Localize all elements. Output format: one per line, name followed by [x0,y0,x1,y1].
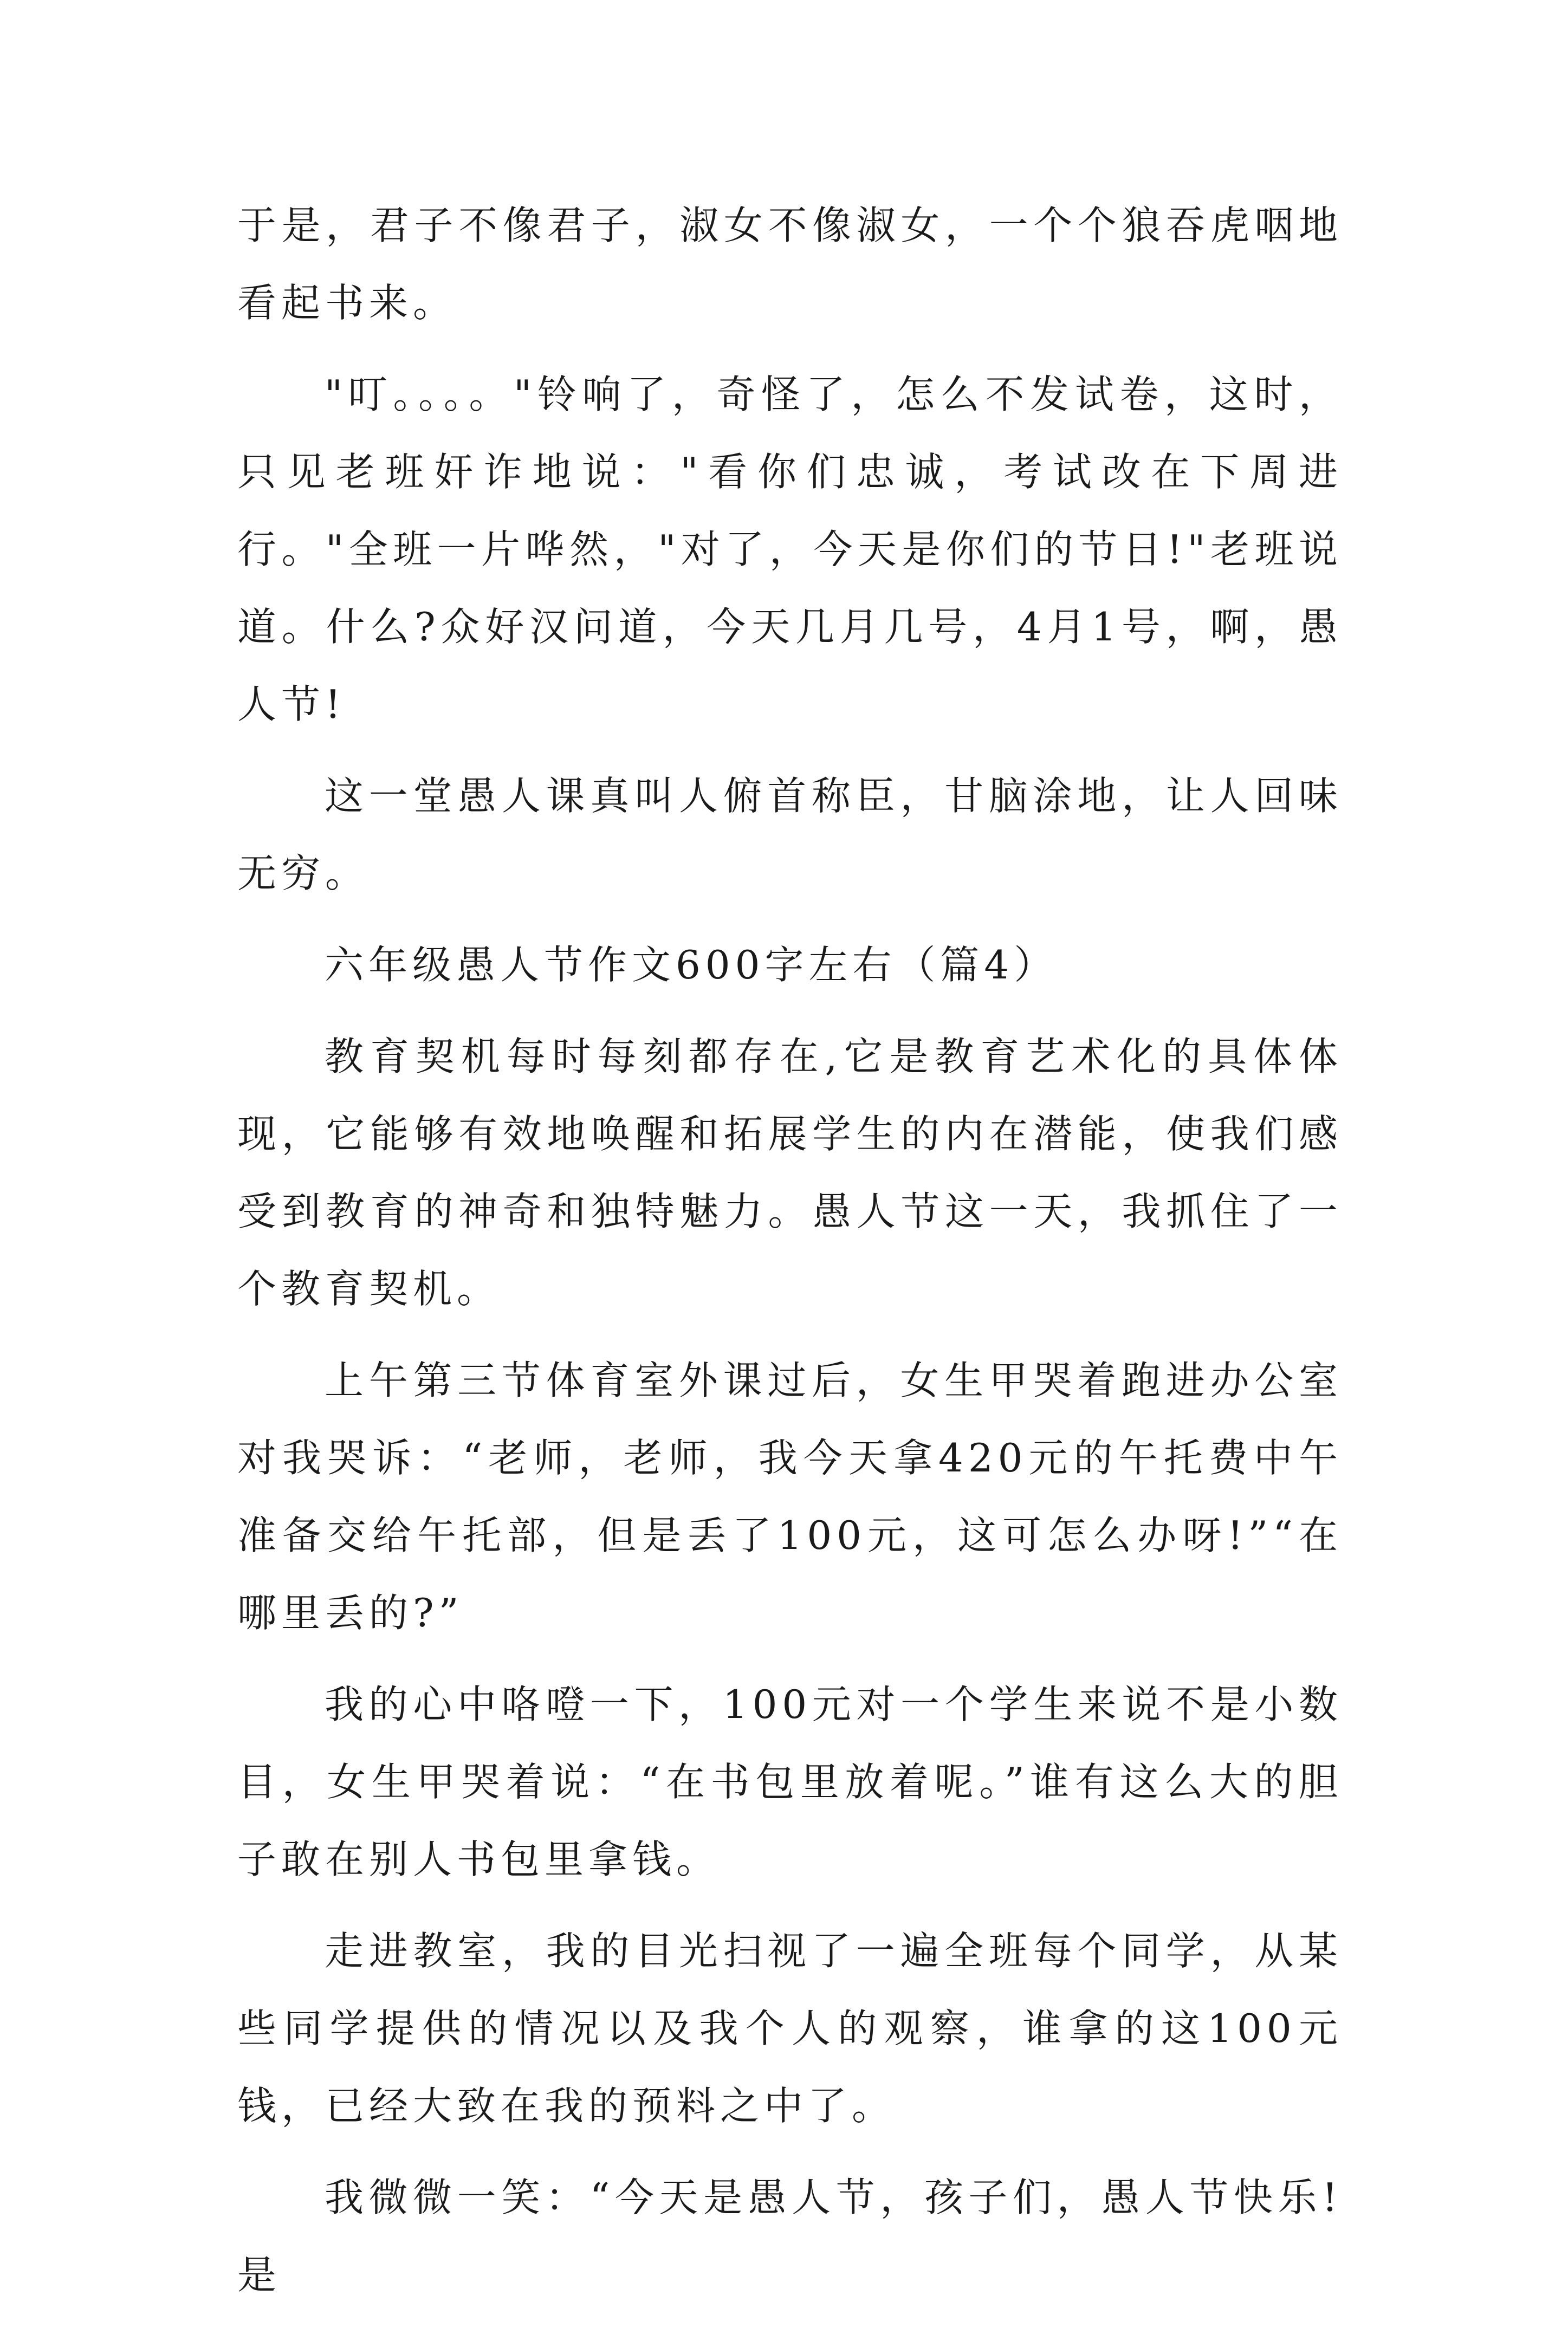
document-page [237,187,1343,2328]
paragraph: 走进教室，我的目光扫视了一遍全班每个同学，从某些同学提供的情况以及我个人的观察，谁拿的这100元钱，已经大致在我的预料之中了。 [237,1928,1343,2129]
paragraph: 教育契机每时每刻都存在,它是教育艺术化的具体体现，它能够有效地唤醒和拓展学生的内在潜能，使我们感受到教育的神奇和独特魅力。愚人节这一天，我抓住了一个教育契机。 [237,1034,1343,1312]
paragraph-continuation: 于是，君子不像君子，淑女不像淑女，一个个狼吞虎咽地看起书来。 [237,203,1343,326]
paragraph: 我微微一笑：“今天是愚人节，孩子们，愚人节快乐!是 [237,2175,1343,2298]
paragraph: 这一堂愚人课真叫人俯首称臣，甘脑涂地，让人回味无穷。 [237,773,1343,896]
paragraph: "叮。。。。"铃响了，奇怪了，怎么不发试卷，这时，只见老班奸诈地说："看你们忠诚，考试改在下周进行。"全班一片哗然，"对了，今天是你们的节日!"老班说道。什么?众好汉问道，今天几月几号，4月1号，啊，愚人节! [237,372,1343,727]
paragraph: 我的心中咯噔一下，100元对一个学生来说不是小数目，女生甲哭着说：“在书包里放着呢。”谁有这么大的胆子敢在别人书包里拿钱。 [237,1682,1343,1882]
section-heading: 六年级愚人节作文600字左右（篇4） [325,942,1058,988]
paragraph: 上午第三节体育室外课过后，女生甲哭着跑进办公室对我哭诉：“老师，老师，我今天拿420元的午托费中午准备交给午托部，但是丢了100元，这可怎么办呀!”“在哪里丢的?” [237,1358,1343,1636]
